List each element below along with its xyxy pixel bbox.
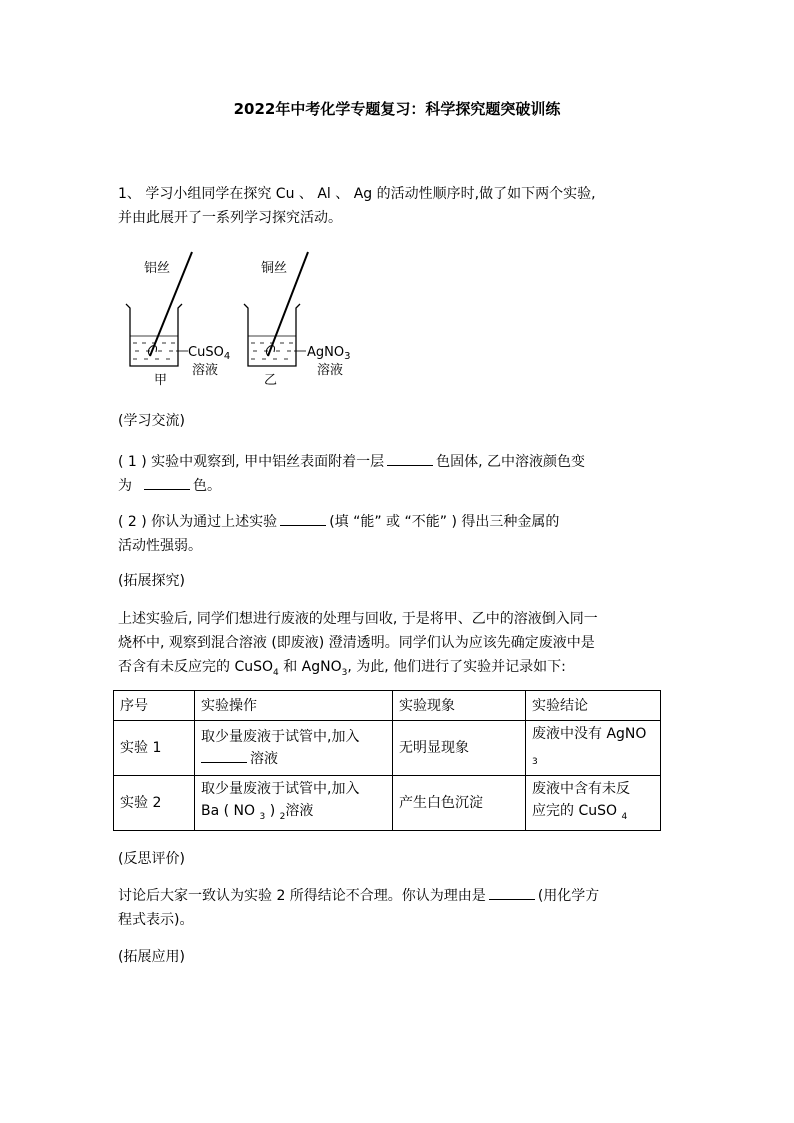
q1-1-line-1: ( 1 ) 实验中观察到, 甲中铝丝表面附着一层 色固体, 乙中溶液颜色变	[118, 450, 678, 474]
question-1-intro	[118, 182, 678, 230]
beaker-jia	[126, 252, 230, 388]
answer-blank[interactable]	[489, 885, 535, 900]
table-row	[114, 776, 661, 831]
answer-blank[interactable]	[280, 511, 326, 526]
answer-blank[interactable]	[144, 475, 190, 490]
q1-2-line-2: 活动性强弱。	[118, 538, 202, 554]
answer-blank[interactable]	[201, 748, 247, 763]
reflect-paragraph: 讨论后大家一致认为实验 2 所得结论不合理。你认为理由是 (用化学方 程式表示)。	[118, 884, 678, 932]
section-reflect-heading: (反思评价)	[118, 851, 185, 867]
question-1-1	[118, 450, 678, 498]
table-row	[114, 721, 661, 776]
extend-paragraph: 上述实验后, 同学们想进行废液的处理与回收, 于是将甲、乙中的溶液倒入同一 烧杯中, 观察到混合溶液 (即废液) 澄清透明。同学们认为应该先确定废液中是 否含有未反应完的 CuSO$_4$ 和 AgNO$_3$, 为此, 他们进行了实验并记录如下:	[118, 611, 598, 678]
section-extend-heading: (拓展探究)	[118, 573, 185, 589]
table-header-cell: 实验操作	[195, 691, 393, 721]
beaker-jia-solution-word: 溶液	[192, 363, 219, 378]
table-cell-id: 实验 2	[114, 776, 195, 831]
beaker-jia-outline	[126, 304, 182, 366]
beaker-yi-wire-label: 铜丝	[261, 261, 288, 276]
beaker-yi-solution-label: AgNO$_3$	[307, 345, 351, 362]
table-cell-phenomenon: 无明显现象	[393, 721, 526, 776]
table-header-cell: 序号	[114, 691, 195, 721]
beaker-yi	[244, 252, 350, 388]
page-title: 2022年中考化学专题复习：科学探究题突破训练	[233, 100, 561, 118]
experiment-figure	[118, 250, 378, 390]
table-header-cell: 实验结论	[526, 691, 661, 721]
beaker-yi-solution-word: 溶液	[317, 363, 344, 378]
beaker-jia-solution-label: CuSO$_4$	[188, 345, 231, 362]
experiment-record-table	[113, 690, 661, 831]
table-cell-conclusion: 废液中含有未反 应完的 CuSO $_4$	[526, 776, 661, 831]
beaker-yi-name: 乙	[264, 373, 278, 388]
section-apply-heading: (拓展应用)	[118, 949, 185, 965]
table-header-cell: 实验现象	[393, 691, 526, 721]
q1-1-line-2: 为 色。	[118, 474, 678, 498]
table-header-row	[114, 691, 661, 721]
table-cell-phenomenon: 产生白色沉淀	[393, 776, 526, 831]
intro-line-2: 并由此展开了一系列学习探究活动。	[118, 210, 342, 226]
table-cell-operation: 取少量废液于试管中,加入 溶液	[195, 721, 393, 776]
beaker-jia-wire-label: 铝丝	[144, 261, 171, 276]
beaker-yi-outline	[244, 304, 300, 366]
table-cell-id: 实验 1	[114, 721, 195, 776]
beaker-jia-name: 甲	[154, 373, 168, 388]
section-study-heading: (学习交流)	[118, 413, 185, 429]
question-1-2	[118, 510, 678, 558]
answer-blank[interactable]	[387, 451, 433, 466]
table-cell-conclusion: 废液中没有 AgNO $_3$	[526, 721, 661, 776]
q1-2-line-1: ( 2 ) 你认为通过上述实验 (填 “能” 或 “不能” ) 得出三种金属的	[118, 510, 678, 534]
intro-line-1: 1、 学习小组同学在探究 Cu 、 Al 、 Ag 的活动性顺序时,做了如下两个实验,	[118, 186, 596, 202]
table-cell-operation: 取少量废液于试管中,加入 Ba ( NO $_3$ ) $_2$溶液	[195, 776, 393, 831]
